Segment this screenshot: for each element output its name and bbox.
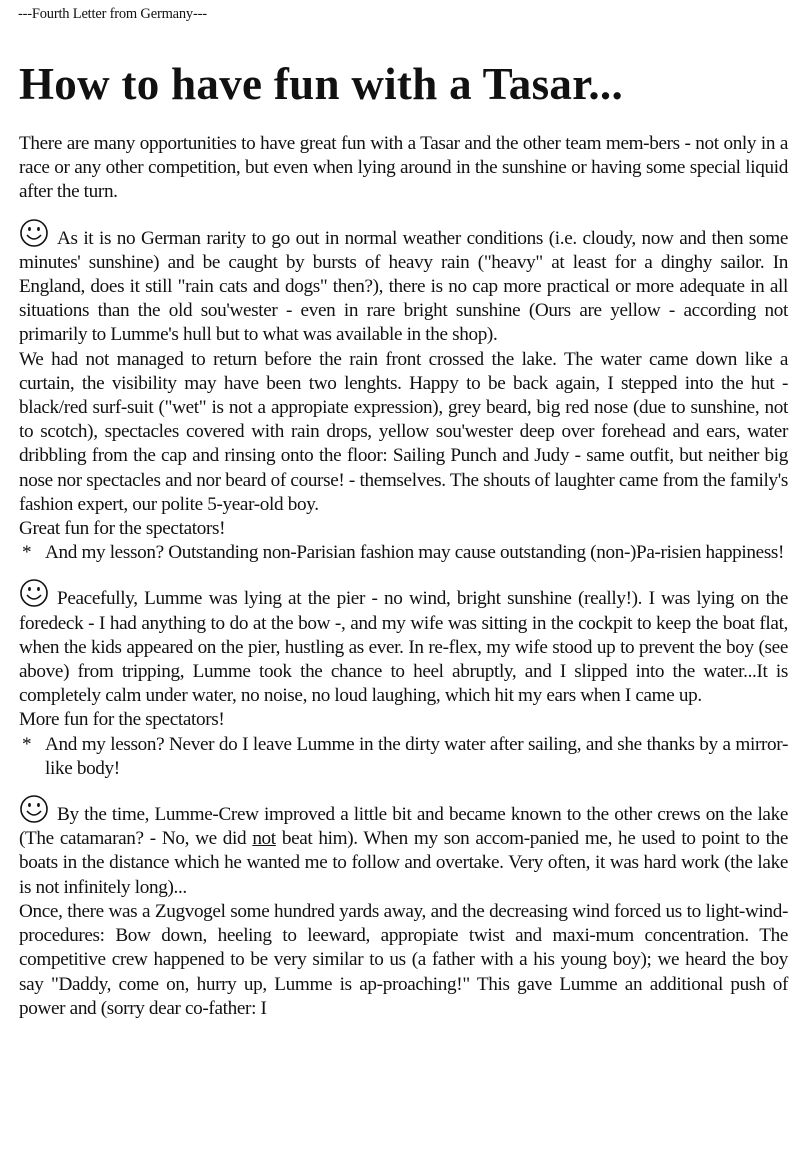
section1-paragraph2: We had not managed to return before the rain front crossed the lake. The water came down like a curtain, the visibility may have been two lenghts. Happy to be back again, I stepped into the hut - black/red surf-suit ("wet" is not a appropiate expression), grey beard, big red nose (due to sunshine, not to scotch), spectacles covered with rain drops, yellow sou'wester deep over forehead and ears, water dribbling from the cap and rinsing onto the floor: Sailing Punch and Judy - same outfit, but neither big nose nor spectacles and nor beard of course! - themselves. The shouts of laughter came from the family's fashion expert, our polite 5-year-old boy.: [19, 348, 788, 515]
smiley-face-icon: [19, 794, 49, 824]
section1-text: As it is no German rarity to go out in normal weather conditions (i.e. cloudy, now and then some minutes' sunshine) and be caught by bursts of heavy rain ("heavy" at least for a dinghy sailor. In England, does it still "rain cats and dogs" then?), there is no cap more practical or more adequate in all situations than the old sou'wester - even in rare bright sunshine (Ours are yellow - according not primarily to Lumme's hull but to what was available in the shop).: [19, 227, 788, 346]
section3-text-a: By the time, Lumme-Crew improved a little bit and became known to the other crews on the lake (The catamaran? - No, we did: [19, 804, 788, 850]
bullet-asterisk: *: [22, 542, 32, 564]
section2-fun: More fun for the spectators!: [19, 709, 225, 731]
section1-lesson-text: And my lesson? Outstanding non-Parisian fashion may cause outstanding (non-)Pa-risien happiness!: [45, 542, 785, 564]
section1-fun: Great fun for the spectators!: [19, 518, 226, 540]
section3-text-b: beat him). When my son accom-panied me, he used to point to the boats in the distance which he wanted me to follow and overtake. Very often, it was hard work (the lake is not infinitely long)...: [19, 828, 789, 898]
bullet-asterisk: *: [22, 733, 32, 755]
smiley-face-icon: [19, 218, 49, 248]
section3-paragraph2: Once, there was a Zugvogel some hundred yards away, and the decreasing wind forced us to light-wind-procedures: Bow down, heeling to leeward, appropiate twist and maxi-mum concentration. The competitive crew happened to be very similar to us (a father with a his young boy); we heard the boy say "Daddy, come on, hurry up, Lumme is ap-proaching!" This gave Lumme an additional push of power and (sorry dear co-father: I: [19, 900, 788, 1019]
section1-paragraph1: [19, 218, 788, 348]
section2-lesson-text: And my lesson? Never do I leave Lumme in the dirty water after sailing, and she thanks by a mirror-like body!: [45, 733, 788, 779]
underlined-not: not: [252, 828, 276, 850]
intro-paragraph: There are many opportunities to have great fun with a Tasar and the other team mem-bers - not only in a race or any other competition, but even when lying around in the sunshine or having some special liquid after the turn.: [19, 133, 788, 203]
article-title: How to have fun with a Tasar...: [19, 59, 624, 109]
letter-header: ---Fourth Letter from Germany---: [18, 6, 207, 22]
section2-text: Peacefully, Lumme was lying at the pier - no wind, bright sunshine (really!). I was lying on the foredeck - I had anything to do at the bow -, and my wife was sitting in the cockpit to keep the boat flat, when the kids appeared on the pier, hustling as ever. In re-flex, my wife stood up to prevent the boy (see above) from tripping, Lumme took the chance to heel abruptly, and I slipped into the water...It is completely calm under water, no noise, no loud laughing, which hit my ears when I came up.: [19, 588, 788, 707]
smiley-face-icon: [19, 578, 49, 608]
section2-paragraph1: [19, 578, 788, 708]
section1-lesson: [19, 541, 788, 565]
section3-paragraph1: [19, 794, 788, 900]
article-body: [19, 132, 788, 1021]
section2-lesson: [19, 733, 788, 781]
